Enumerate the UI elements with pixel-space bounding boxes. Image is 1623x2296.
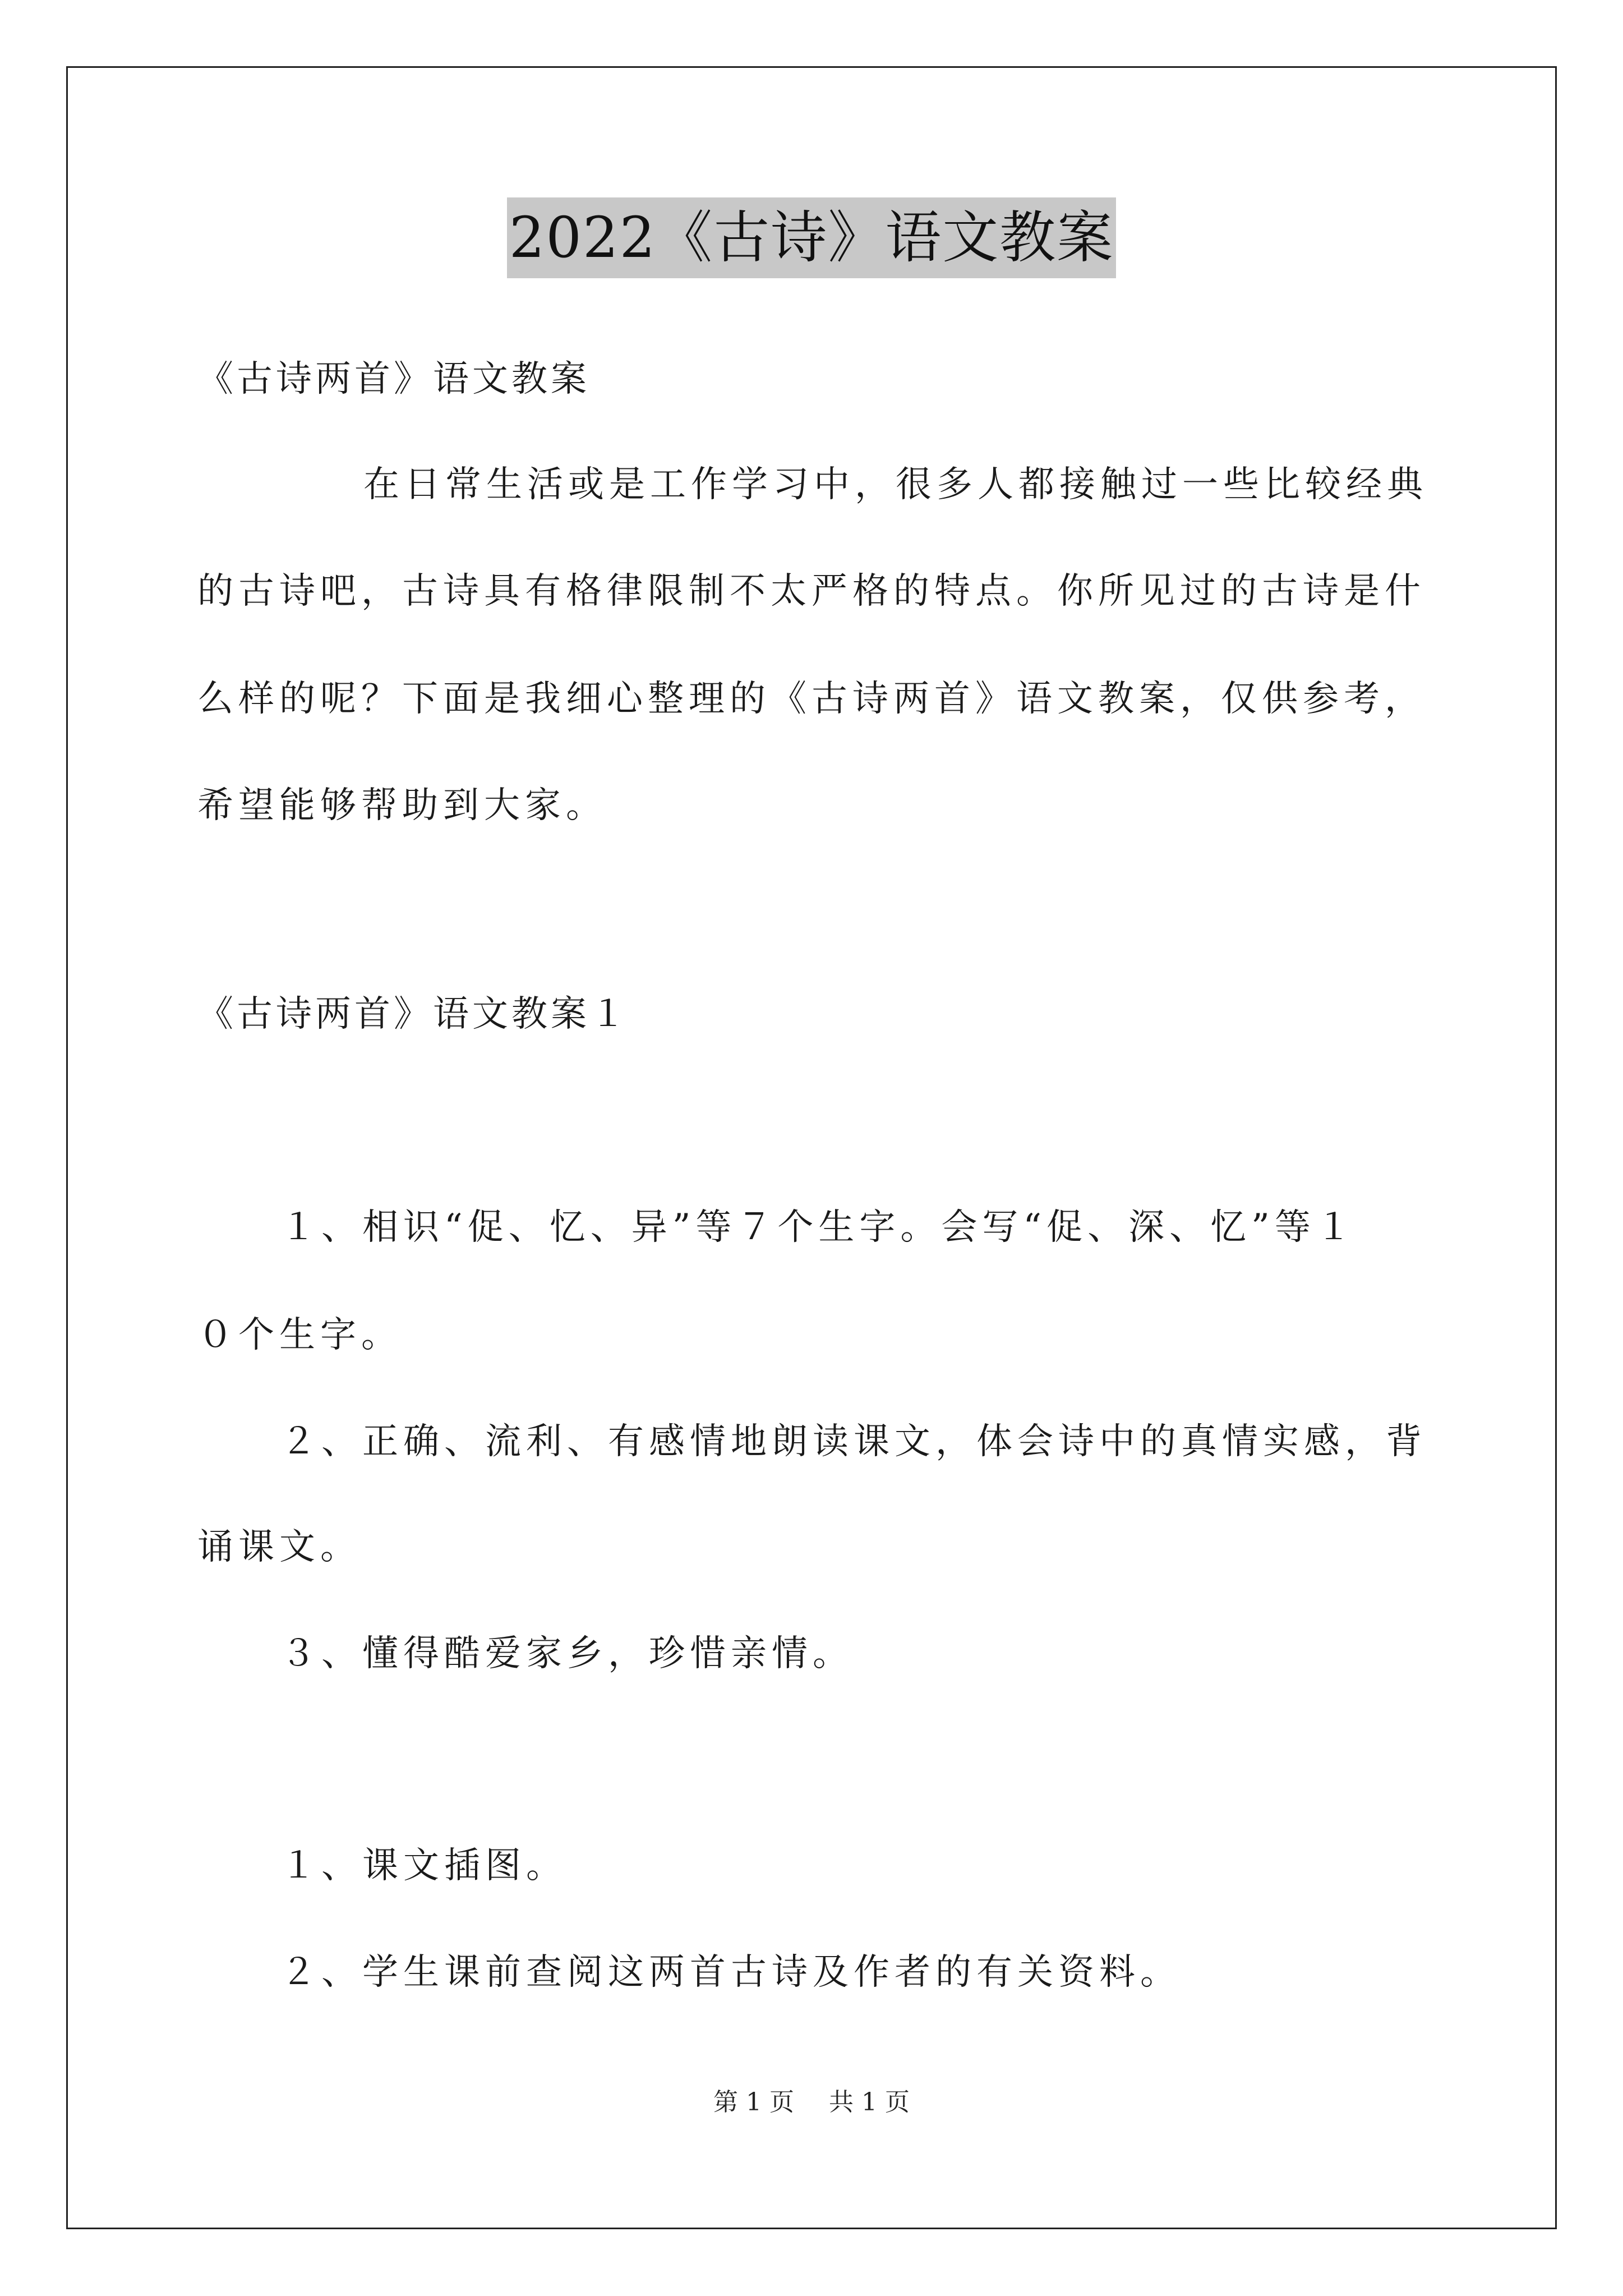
list-item: ２、学生课前查阅这两首古诗及作者的有关资料。 [280,1952,1181,1993]
paragraph-line: 的古诗吧，古诗具有格律限制不太严格的特点。你所见过的古诗是什 [197,570,1426,612]
list-item: １、相识“促、忆、异”等７个生字。会写“促、深、忆”等１ [280,1207,1357,1248]
list-item: １、课文插图。 [280,1845,567,1887]
paragraph-line: 么样的呢？下面是我细心整理的《古诗两首》语文教案，仅供参考， [197,678,1426,720]
list-item: ２、正确、流利、有感情地朗读课文，体会诗中的真情实感，背 [280,1421,1427,1462]
list-item-continuation: ０个生字。 [197,1314,402,1356]
page-total: 共 1 页 [829,2088,910,2116]
list-item-continuation: 诵课文。 [197,1526,361,1568]
list-item: ３、懂得酷爱家乡，珍惜亲情。 [280,1633,854,1674]
page-footer [0,2087,1623,2118]
document-title: 2022《古诗》语文教案 [507,197,1117,278]
section-heading: 《古诗两首》语文教案 [197,358,590,400]
paragraph-line: 希望能够帮助到大家。 [197,785,607,826]
section-heading: 《古诗两首》语文教案１ [197,993,629,1035]
title-container [0,197,1623,278]
page-number: 第 1 页 [713,2088,794,2116]
paragraph-line: 在日常生活或是工作学习中，很多人都接触过一些比较经典 [363,464,1428,505]
